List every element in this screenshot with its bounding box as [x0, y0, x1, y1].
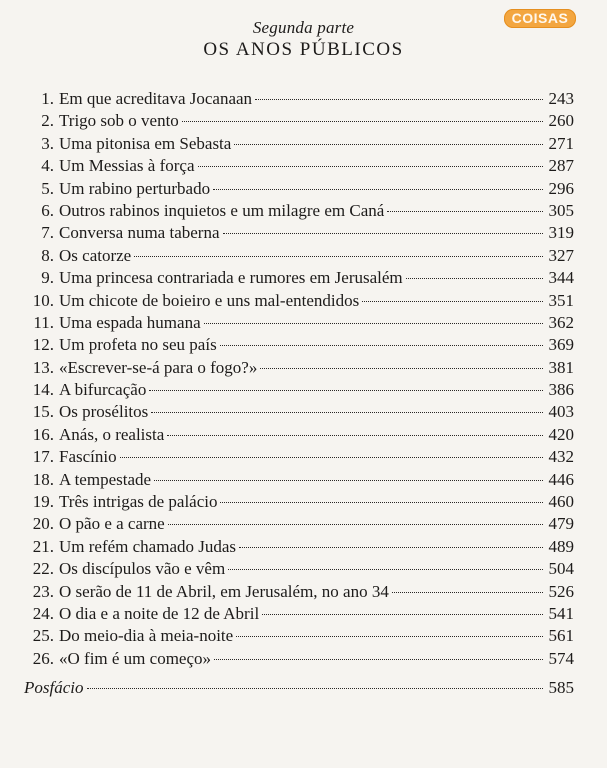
dot-leader — [168, 524, 543, 525]
toc-entry-page: 296 — [548, 178, 574, 198]
toc-entry — [24, 469, 574, 491]
dot-leader — [134, 256, 542, 257]
toc-entry — [24, 581, 574, 603]
coisas-watermark-logo: COISAS — [504, 9, 576, 28]
toc-entry-title: Um rabino perturbado — [59, 178, 211, 198]
dot-leader — [406, 278, 543, 279]
dot-leader — [223, 233, 543, 234]
toc-entry-page: 381 — [548, 357, 574, 377]
toc-entry-number: 12. — [32, 335, 54, 355]
toc-entry-number: 18. — [32, 469, 54, 489]
toc-entry — [24, 312, 574, 334]
toc-entry-page: 403 — [548, 402, 574, 422]
toc-entry — [24, 334, 574, 356]
toc-entry-title: O dia e a noite de 12 de Abril — [59, 603, 260, 623]
toc-entry — [24, 110, 574, 132]
toc-entry — [24, 603, 574, 625]
toc-entry — [24, 222, 574, 244]
toc-entry-page: 460 — [548, 492, 574, 512]
toc-entry — [24, 200, 574, 222]
toc-entry — [24, 290, 574, 312]
dot-leader — [255, 99, 542, 100]
toc-entry — [24, 357, 574, 379]
table-of-contents — [24, 88, 574, 670]
toc-entry-number: 2. — [41, 111, 54, 131]
dot-leader — [198, 166, 543, 167]
toc-entry-number: 10. — [32, 290, 54, 310]
toc-entry-title: «Escrever-se-á para o fogo?» — [59, 357, 258, 377]
toc-entry-number: 15. — [32, 402, 54, 422]
dot-leader — [262, 614, 542, 615]
toc-entry-title: Um chicote de boieiro e uns mal-entendidos — [59, 290, 360, 310]
toc-entry — [24, 648, 574, 670]
dot-leader — [236, 636, 542, 637]
toc-entry-number: 23. — [32, 581, 54, 601]
toc-entry-page: 432 — [548, 447, 574, 467]
toc-entry-title: Do meio-dia à meia-noite — [59, 626, 234, 646]
afterword-entry — [24, 677, 574, 699]
dot-leader — [228, 569, 542, 570]
toc-entry-page: 479 — [548, 514, 574, 534]
toc-entry — [24, 178, 574, 200]
toc-entry-page: 243 — [548, 89, 574, 108]
toc-entry-number: 13. — [32, 357, 54, 377]
toc-entry — [24, 625, 574, 647]
dot-leader — [120, 457, 543, 458]
toc-entry-title: Fascínio — [59, 447, 117, 467]
toc-entry-number: 17. — [32, 447, 54, 467]
toc-entry-title: Os catorze — [59, 245, 132, 265]
toc-entry-number: 4. — [41, 156, 54, 176]
afterword-page: 585 — [548, 678, 574, 697]
toc-entry-number: 24. — [32, 603, 54, 623]
dot-leader — [87, 688, 543, 689]
toc-entry-title: Uma pitonisa em Sebasta — [59, 133, 232, 153]
dot-leader — [260, 368, 542, 369]
toc-entry — [24, 446, 574, 468]
toc-entry-page: 362 — [548, 312, 574, 332]
toc-entry-title: Anás, o realista — [59, 424, 165, 444]
toc-entry-page: 351 — [548, 290, 574, 310]
toc-entry-page: 287 — [548, 156, 574, 176]
toc-entry-title: «O fim é um começo» — [59, 648, 212, 668]
dot-leader — [213, 189, 542, 190]
toc-entry-title: A tempestade — [59, 469, 152, 489]
dot-leader — [234, 144, 542, 145]
dot-leader — [392, 592, 543, 593]
toc-entry-number: 22. — [32, 559, 54, 579]
toc-entry-title: O serão de 11 de Abril, em Jerusalém, no ano 34 — [59, 581, 389, 601]
toc-entry-number: 21. — [32, 536, 54, 556]
afterword-title: Posfácio — [24, 678, 84, 697]
toc-entry-page: 574 — [548, 648, 574, 668]
toc-entry-page: 541 — [548, 603, 574, 623]
toc-entry-title: Um Messias à força — [59, 156, 195, 176]
toc-entry-title: Conversa numa taberna — [59, 223, 220, 243]
toc-entry-title: O pão e a carne — [59, 514, 165, 534]
toc-entry — [24, 424, 574, 446]
toc-entry-number: 6. — [41, 200, 54, 220]
toc-entry — [24, 491, 574, 513]
toc-entry-page: 344 — [548, 268, 574, 288]
dot-leader — [387, 211, 542, 212]
toc-entry — [24, 133, 574, 155]
toc-entry-number: 9. — [41, 268, 54, 288]
dot-leader — [149, 390, 542, 391]
toc-entry-title: Um refém chamado Judas — [59, 536, 237, 556]
toc-entry-title: Outros rabinos inquietos e um milagre em Caná — [59, 200, 385, 220]
toc-entry-title: Os prosélitos — [59, 402, 149, 422]
toc-entry-number: 1. — [41, 89, 54, 108]
dot-leader — [182, 121, 543, 122]
toc-entry-page: 561 — [548, 626, 574, 646]
dot-leader — [167, 435, 542, 436]
toc-entry-number: 8. — [41, 245, 54, 265]
toc-entry-title: Três intrigas de palácio — [59, 492, 218, 512]
toc-entry-page: 420 — [548, 424, 574, 444]
toc-entry-page: 319 — [548, 223, 574, 243]
toc-entry-page: 489 — [548, 536, 574, 556]
toc-entry — [24, 267, 574, 289]
dot-leader — [220, 502, 542, 503]
toc-entry-number: 7. — [41, 223, 54, 243]
toc-entry — [24, 536, 574, 558]
dot-leader — [154, 480, 542, 481]
toc-entry — [24, 245, 574, 267]
dot-leader — [214, 659, 542, 660]
toc-entry-title: Os discípulos vão e vêm — [59, 559, 226, 579]
section-title: OS ANOS PÚBLICOS — [203, 39, 404, 60]
toc-entry-page: 504 — [548, 559, 574, 579]
toc-entry — [24, 558, 574, 580]
toc-entry — [24, 513, 574, 535]
toc-entry-page: 271 — [548, 133, 574, 153]
toc-entry — [24, 88, 574, 110]
toc-entry-page: 369 — [548, 335, 574, 355]
toc-entry-title: A bifurcação — [59, 380, 147, 400]
toc-entry-number: 25. — [32, 626, 54, 646]
toc-entry — [24, 379, 574, 401]
toc-entry-page: 386 — [548, 380, 574, 400]
toc-entry — [24, 401, 574, 423]
toc-entry-title: Um profeta no seu país — [59, 335, 217, 355]
toc-entry-page: 327 — [548, 245, 574, 265]
toc-entry-page: 446 — [548, 469, 574, 489]
toc-entry-number: 19. — [32, 492, 54, 512]
toc-entry-number: 5. — [41, 178, 54, 198]
toc-entry-title: Uma princesa contrariada e rumores em Jerusalém — [59, 268, 403, 288]
dot-leader — [204, 323, 543, 324]
toc-entry-title: Uma espada humana — [59, 312, 201, 332]
toc-entry-number: 20. — [32, 514, 54, 534]
toc-entry-title: Trigo sob o vento — [59, 111, 179, 131]
toc-entry-number: 16. — [32, 424, 54, 444]
toc-entry-page: 305 — [548, 200, 574, 220]
toc-entry-number: 11. — [33, 312, 54, 332]
toc-entry-number: 3. — [41, 133, 54, 153]
dot-leader — [151, 412, 542, 413]
dot-leader — [220, 345, 543, 346]
toc-entry-page: 526 — [548, 581, 574, 601]
toc-entry-page: 260 — [548, 111, 574, 131]
section-label: Segunda parte — [252, 18, 355, 37]
toc-entry — [24, 155, 574, 177]
dot-leader — [362, 301, 542, 302]
toc-entry-number: 26. — [32, 648, 54, 668]
toc-entry-number: 14. — [32, 380, 54, 400]
toc-entry-title: Em que acreditava Jocanaan — [59, 89, 253, 108]
dot-leader — [239, 547, 542, 548]
